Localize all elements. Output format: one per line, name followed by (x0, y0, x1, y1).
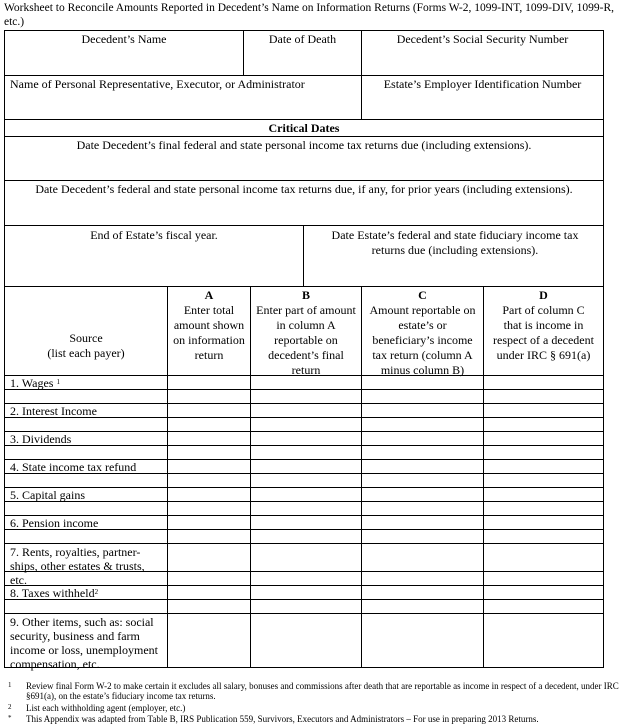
column-b-letter: B (301, 288, 310, 302)
table-row (10, 586, 165, 600)
row-label: 9. Other items, such as: social security, business and farm income or loss, unemployment compensation, etc. (10, 615, 158, 671)
footnote-marker: 1 (56, 378, 60, 386)
table-row (10, 516, 165, 530)
prior-returns-due-label: Date Decedent’s federal and state personal income tax returns due, if any, for prior years (including extensions). (35, 182, 573, 196)
rule (4, 30, 604, 31)
rule (4, 613, 604, 614)
column-a-letter: A (204, 288, 214, 302)
column-c-text: Amount reportable on estate’s or beneficiary’s income tax return (column A minus column B) (369, 303, 476, 377)
column-c-header (362, 288, 483, 378)
rule (4, 75, 604, 76)
critical-dates-heading: Critical Dates (268, 121, 340, 135)
rule (4, 225, 604, 226)
footnote-mark: * (8, 714, 12, 722)
footnote-mark: 2 (8, 703, 12, 711)
table-right-border (603, 30, 604, 668)
rule (4, 286, 604, 287)
footnote-text: List each withholding agent (employer, etc.) (26, 703, 186, 713)
row-label: 6. Pension income (10, 516, 99, 530)
row-label: 1. Wages (10, 376, 54, 390)
table-row (10, 432, 165, 446)
rule (4, 543, 604, 544)
worksheet-title: Worksheet to Reconcile Amounts Reported in Decedent’s Name on Information Returns (Forms W-2, 1099-INT, 1099-DIV, 1099-R, etc.) (4, 2, 615, 28)
rule (4, 180, 604, 181)
table-row (10, 545, 160, 587)
row-label: 8. Taxes withheld (10, 586, 95, 600)
column-b-text: Enter part of amount in column A reportable on decedent’s final return (256, 303, 356, 377)
rule (4, 119, 604, 120)
row-label: 7. Rents, royalties, partner-ships, other estates & trusts, etc. (10, 545, 145, 587)
table-row (10, 404, 165, 418)
date-of-death-label: Date of Death (268, 32, 337, 46)
column-d-header (484, 288, 603, 363)
row-label: 4. State income tax refund (10, 460, 137, 474)
footnote-mark: 1 (8, 681, 12, 689)
footnote-text: Review final Form W-2 to make certain it excludes all salary, bonuses and commissions after death that are reportable as income in respect of a decedent, under IRC §691(a), on the estate’s fiduciary income tax returns. (26, 681, 619, 701)
table-row (10, 376, 165, 390)
row-label: 2. Interest Income (10, 404, 97, 418)
source-header-text: Source (list each payer) (47, 331, 125, 360)
final-returns-due-label: Date Decedent’s final federal and state personal income tax returns due (including extensions). (76, 138, 532, 152)
rule (303, 225, 304, 286)
column-d-letter: D (539, 288, 548, 302)
row-label: 5. Capital gains (10, 488, 85, 502)
estate-ein-label: Estate’s Employer Identification Number (383, 77, 582, 91)
table-row (10, 615, 162, 671)
footnote-marker: 2 (94, 588, 99, 596)
footnote-text: This Appendix was adapted from Table B, IRS Publication 559, Survivors, Executors and Administrators – For use in preparing 2013 Returns. (26, 714, 539, 724)
column-b-header (251, 288, 361, 378)
decedent-ssn-label: Decedent’s Social Security Number (396, 32, 569, 46)
column-c-letter: C (418, 288, 427, 302)
fiscal-year-end-label: End of Estate’s fiscal year. (90, 228, 218, 242)
fiduciary-returns-due-label: Date Estate’s federal and state fiduciary income tax returns due (including extensions). (331, 228, 579, 257)
source-column-header (5, 331, 167, 361)
column-d-text: Part of column C that is income in respect of a decedent under IRC § 691(a) (493, 303, 594, 362)
table-row (10, 488, 165, 502)
table-row (10, 460, 165, 474)
column-a-text: Enter total amount shown on information return (173, 303, 245, 362)
rule (4, 136, 604, 137)
personal-representative-label: Name of Personal Representative, Executor, or Administrator (10, 77, 305, 91)
decedent-name-label: Decedent’s Name (81, 32, 167, 46)
column-a-header (168, 288, 250, 363)
row-label: 3. Dividends (10, 432, 72, 446)
